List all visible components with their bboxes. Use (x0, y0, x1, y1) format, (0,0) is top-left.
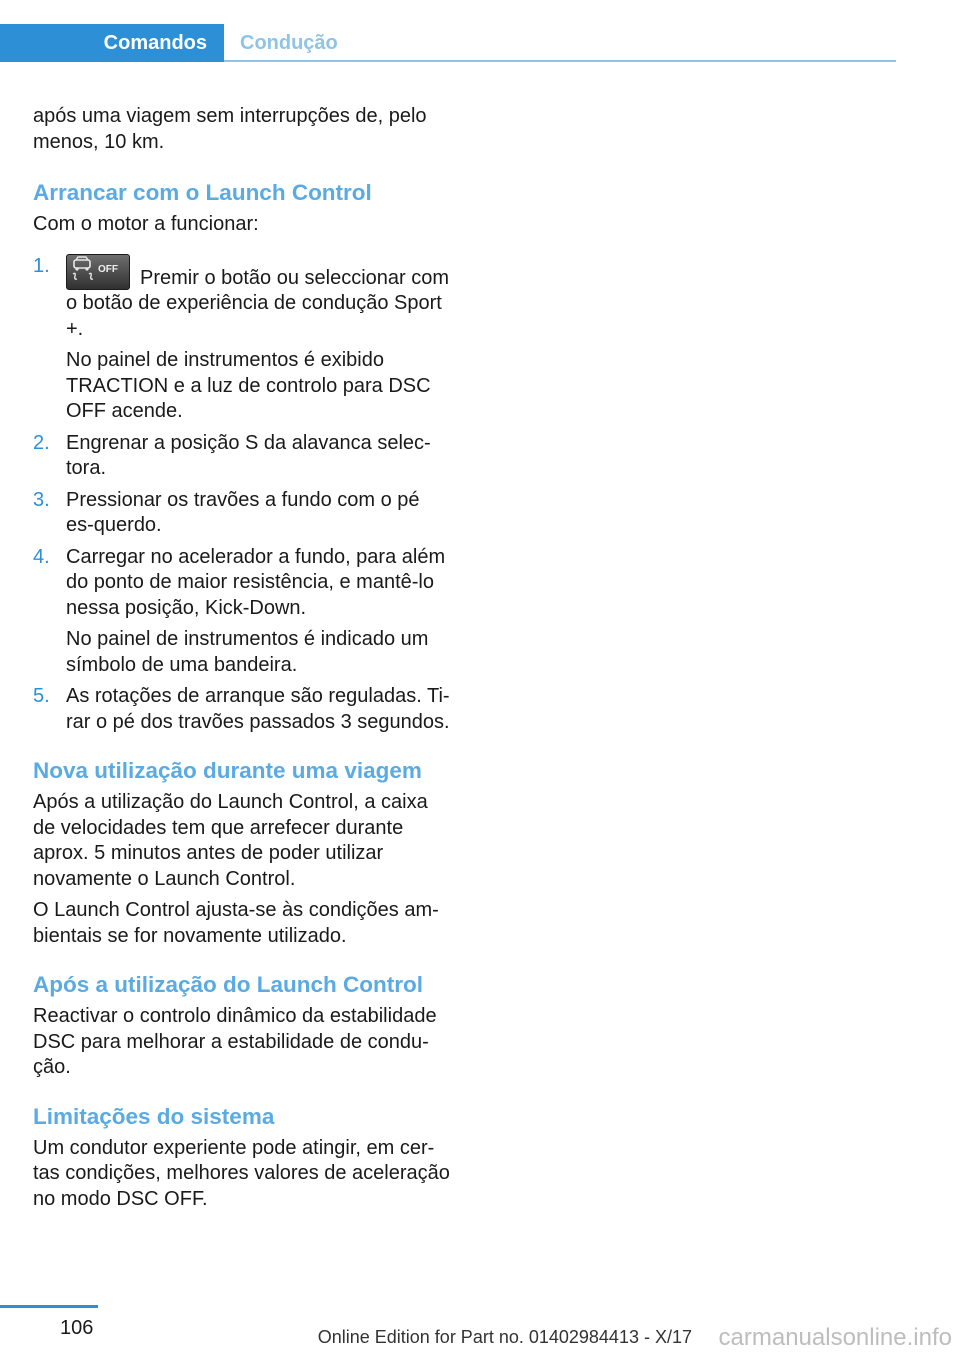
body-paragraph: O Launch Control ajusta-se às condições am‐bientais se for novamente utilizado. (33, 899, 439, 947)
step-number: 1. (33, 254, 50, 277)
tab-conducao[interactable]: Condução (240, 32, 338, 54)
dsc-off-button-icon (66, 254, 130, 290)
list-item (33, 254, 451, 425)
section-heading-nova-utilizacao: Nova utilização durante uma viagem (33, 758, 422, 783)
section-heading-launch-control: Arrancar com o Launch Control (33, 180, 372, 205)
step-number: 4. (33, 545, 50, 568)
header-divider (224, 60, 896, 62)
step-text: As rotações de arranque são reguladas. Ti‐rar o pé dos travões passados 3 segundos. (66, 685, 450, 733)
step-text: Engrenar a posição S da alavanca selec‐tora. (66, 431, 431, 479)
steps-list (33, 254, 451, 736)
step-text: Pressionar os travões a fundo com o pé es‐querdo. (66, 488, 420, 536)
list-item (33, 488, 451, 539)
section-heading-limitacoes: Limitações do sistema (33, 1103, 275, 1129)
header (0, 0, 960, 62)
page-number: 106 (60, 1317, 94, 1339)
list-item (33, 431, 451, 482)
list-item (33, 545, 451, 679)
tab-comandos[interactable]: Comandos (0, 24, 224, 62)
step-text: Premir o botão ou seleccionar com o botão de experiência de condução Sport +. (66, 266, 450, 340)
intro-paragraph: após uma viagem sem interrupções de, pelo menos, 10 km. (33, 105, 427, 153)
step-note: No painel de instrumentos é indicado um símbolo de uma bandeira. (66, 628, 429, 676)
step-text: Carregar no acelerador a fundo, para além do ponto de maior resistência, e mantê-lo nessa posição, Kick-Down. (66, 545, 446, 619)
body-paragraph: Após a utilização do Launch Control, a caixa de velocidades tem que arrefecer durante aprox. 5 minutos antes de poder utilizar novamente o Launch Control. (33, 791, 428, 890)
svg-text:OFF: OFF (98, 263, 118, 275)
step-note: No painel de instrumentos é exibido TRACTION e a luz de controlo para DSC OFF acende. (66, 349, 431, 422)
watermark: carmanualsonline.info (718, 1324, 952, 1351)
list-item (33, 684, 451, 735)
edition-text: Online Edition for Part no. 01402984413 - X/17 (317, 1327, 692, 1347)
step-number: 2. (33, 431, 50, 454)
step-number: 5. (33, 685, 50, 707)
body-paragraph: Reactivar o controlo dinâmico da estabilidade DSC para melhorar a estabilidade de condu‐ção. (33, 1005, 437, 1078)
footer-divider (0, 1305, 98, 1308)
section-heading-apos-utilizacao: Após a utilização do Launch Control (33, 972, 424, 997)
main-content (33, 104, 451, 1218)
body-paragraph: Um condutor experiente pode atingir, em cer‐tas condições, melhores valores de aceleração no modo DSC OFF. (33, 1136, 450, 1210)
step-number: 3. (33, 488, 50, 511)
section-lead: Com o motor a funcionar: (33, 213, 259, 235)
